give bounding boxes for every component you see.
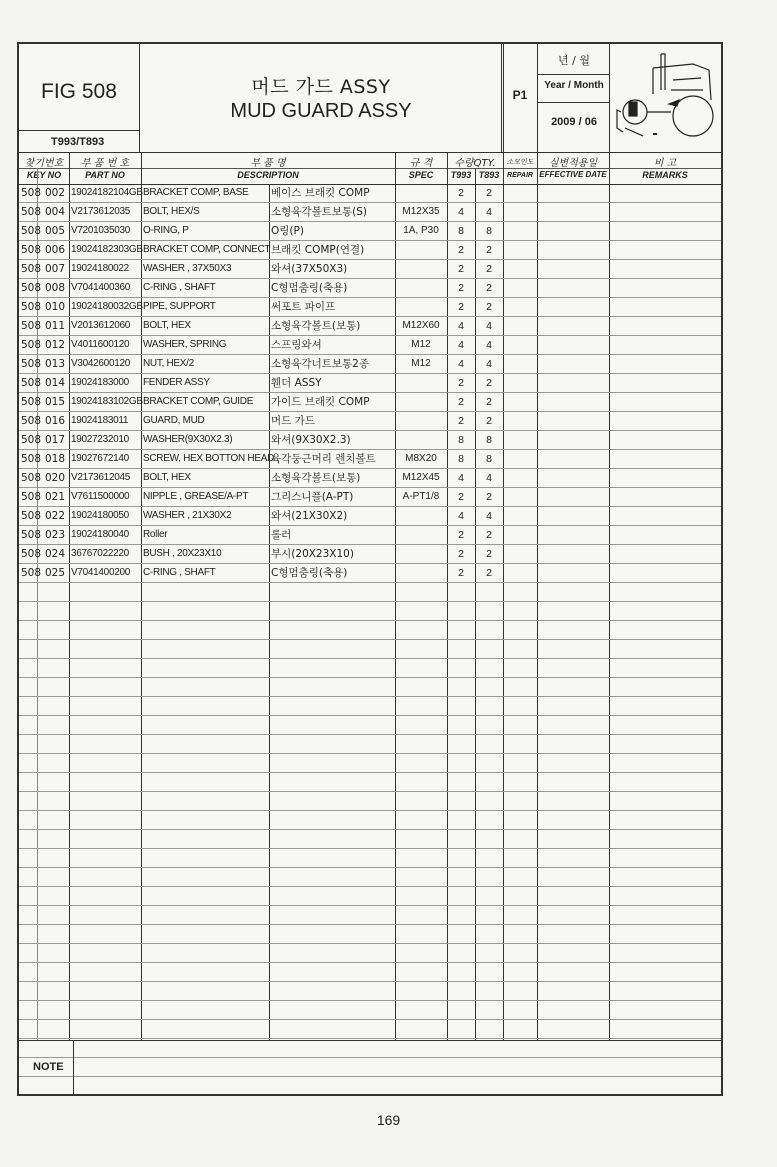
description-korean: 롤러 xyxy=(271,529,292,541)
key-no-prefix: 508 xyxy=(21,282,42,294)
table-row xyxy=(19,507,721,526)
issue-date: 2009 / 06 xyxy=(551,116,597,128)
tractor-illustration xyxy=(613,50,717,142)
qty-t993: 2 xyxy=(458,396,464,408)
description: NIPPLE , GREASE/A-PT xyxy=(143,491,249,502)
table-row xyxy=(19,526,721,545)
qty-t893: 2 xyxy=(486,301,492,313)
key-no: 015 xyxy=(45,396,66,408)
description: WASHER, SPRING xyxy=(143,339,227,350)
col-qty: 수량QTY. xyxy=(454,158,496,169)
qty-t893: 2 xyxy=(486,529,492,541)
description-korean: 소형육각볼트(보통) xyxy=(271,472,361,484)
key-no: 013 xyxy=(45,358,66,370)
part-no: V3042600120 xyxy=(71,358,130,369)
qty-t893: 8 xyxy=(486,434,492,446)
col-desc: DESCRIPTION xyxy=(237,170,299,180)
qty-t893: 2 xyxy=(486,548,492,560)
qty-t993: 2 xyxy=(458,263,464,275)
key-no: 006 xyxy=(45,244,66,256)
table-row xyxy=(19,602,721,621)
divider xyxy=(537,74,609,75)
spec xyxy=(396,507,446,525)
qty-t893: 2 xyxy=(486,263,492,275)
key-no-prefix: 508 xyxy=(21,415,42,427)
key-no: 023 xyxy=(45,529,66,541)
col-remarks-ko: 비 고 xyxy=(653,158,677,169)
spec xyxy=(396,260,446,278)
qty-t993: 4 xyxy=(458,510,464,522)
description-korean: 스프링와셔 xyxy=(271,339,322,351)
model-codes: T993/T893 xyxy=(51,136,105,148)
key-no: 016 xyxy=(45,415,66,427)
table-row xyxy=(19,412,721,431)
key-no: 005 xyxy=(45,225,66,237)
col-key: KEY NO xyxy=(26,170,62,180)
table-row xyxy=(19,241,721,260)
part-no: 19024183011 xyxy=(71,415,129,426)
key-no-prefix: 508 xyxy=(21,548,42,560)
spec xyxy=(396,431,446,449)
table-row xyxy=(19,203,721,222)
table-row xyxy=(19,184,721,203)
table-row xyxy=(19,906,721,925)
description-korean: 휀더 ASSY xyxy=(271,377,322,389)
qty-t893: 4 xyxy=(486,339,492,351)
qty-t893: 4 xyxy=(486,358,492,370)
col-part: PART NO xyxy=(85,170,125,180)
table-row xyxy=(19,260,721,279)
description: PIPE, SUPPORT xyxy=(143,301,216,312)
qty-t993: 2 xyxy=(458,491,464,503)
spec xyxy=(396,412,446,430)
spec xyxy=(396,279,446,297)
qty-t993: 4 xyxy=(458,320,464,332)
col-spec-ko: 규 격 xyxy=(409,158,433,169)
key-no-prefix: 508 xyxy=(21,377,42,389)
part-no: 19024182303GB xyxy=(71,244,143,255)
key-no: 002 xyxy=(45,187,66,199)
key-no: 020 xyxy=(45,472,66,484)
key-no-prefix: 508 xyxy=(21,434,42,446)
table-row xyxy=(19,431,721,450)
qty-t993: 2 xyxy=(458,282,464,294)
table-row xyxy=(19,393,721,412)
key-no: 022 xyxy=(45,510,66,522)
qty-t993: 4 xyxy=(458,206,464,218)
description: C-RING , SHAFT xyxy=(143,282,216,293)
table-row xyxy=(19,830,721,849)
qty-t993: 2 xyxy=(458,244,464,256)
description: BRACKET COMP, GUIDE xyxy=(143,396,254,407)
key-no-prefix: 508 xyxy=(21,529,42,541)
description-korean: 와셔(37X50X3) xyxy=(271,263,348,275)
description-korean: 써포트 파이프 xyxy=(271,301,336,313)
description-korean: 소형육각볼트보통(S) xyxy=(271,206,368,218)
qty-t893: 2 xyxy=(486,491,492,503)
table-row xyxy=(19,621,721,640)
col-effective-ko: 실변적용일 xyxy=(548,158,598,169)
key-no: 012 xyxy=(45,339,66,351)
key-no-prefix: 508 xyxy=(21,567,42,579)
col-desc-ko: 부 품 명 xyxy=(250,158,286,169)
qty-t993: 8 xyxy=(458,225,464,237)
qty-t993: 8 xyxy=(458,434,464,446)
key-no-prefix: 508 xyxy=(21,396,42,408)
table-row xyxy=(19,583,721,602)
spec: M12X60 xyxy=(402,320,440,331)
qty-t993: 2 xyxy=(458,415,464,427)
page-number: 169 xyxy=(376,1112,401,1128)
qty-t893: 8 xyxy=(486,453,492,465)
figure-number: FIG 508 xyxy=(41,80,117,103)
table-row xyxy=(19,336,721,355)
year-month-label: Year / Month xyxy=(544,80,604,91)
qty-t893: 4 xyxy=(486,206,492,218)
part-no: V2013612060 xyxy=(71,320,130,331)
description: BOLT, HEX xyxy=(143,472,191,483)
table-row xyxy=(19,887,721,906)
description-korean: 와셔(9X30X2.3) xyxy=(271,434,351,446)
key-no: 017 xyxy=(45,434,66,446)
description-korean: 그리스니플(A-PT) xyxy=(271,491,354,503)
part-no: 19024180022 xyxy=(71,263,129,274)
qty-t893: 2 xyxy=(486,244,492,256)
description-korean: 부시(20X23X10) xyxy=(271,548,354,560)
year-month-korean: 년 / 월 xyxy=(558,54,590,67)
spec xyxy=(396,545,446,563)
table-row xyxy=(19,716,721,735)
table-row xyxy=(19,279,721,298)
col-qty-t893: T893 xyxy=(478,170,500,180)
col-effective: EFFECTIVE DATE xyxy=(539,170,607,179)
table-row xyxy=(19,849,721,868)
table-row xyxy=(19,678,721,697)
description-korean: 육각둥근머리 렌치볼트 xyxy=(271,453,376,465)
part-no: 19024182104GB xyxy=(71,187,143,198)
key-no-prefix: 508 xyxy=(21,320,42,332)
key-no-prefix: 508 xyxy=(21,206,42,218)
table-row xyxy=(19,317,721,336)
spec xyxy=(396,526,446,544)
part-no: V7041400360 xyxy=(71,282,130,293)
spec: A-PT1/8 xyxy=(402,491,440,502)
table-row xyxy=(19,754,721,773)
qty-t893: 8 xyxy=(486,225,492,237)
qty-t893: 2 xyxy=(486,396,492,408)
part-no: 19024183102GB xyxy=(71,396,143,407)
divider xyxy=(19,130,139,131)
description-korean: 와셔(21X30X2) xyxy=(271,510,348,522)
key-no-prefix: 508 xyxy=(21,263,42,275)
part-no: 19027672140 xyxy=(71,453,129,464)
title-english: MUD GUARD ASSY xyxy=(230,100,412,122)
qty-t893: 4 xyxy=(486,472,492,484)
description-korean: 가이드 브래킷 COMP xyxy=(271,396,370,408)
description-korean: C형멈춤링(축용) xyxy=(271,567,348,579)
table-row xyxy=(19,925,721,944)
col-key-ko: 찾기번호 xyxy=(24,158,64,169)
col-part-ko: 부 품 번 호 xyxy=(80,158,130,169)
col-spec: SPEC xyxy=(408,170,434,180)
key-no-prefix: 508 xyxy=(21,301,42,313)
spec xyxy=(396,241,446,259)
part-no: 19027232010 xyxy=(71,434,129,445)
part-no: 19024180050 xyxy=(71,510,129,521)
col-remarks: REMARKS xyxy=(642,170,688,180)
key-no: 010 xyxy=(45,301,66,313)
table-row xyxy=(19,963,721,982)
table-row xyxy=(19,469,721,488)
table-row xyxy=(19,222,721,241)
description-korean: 베이스 브래킷 COMP xyxy=(271,187,370,199)
spec: M12X45 xyxy=(402,472,440,483)
qty-t893: 2 xyxy=(486,377,492,389)
col-qty-t993: T993 xyxy=(450,170,472,180)
description: BOLT, HEX/S xyxy=(143,206,200,217)
key-no: 024 xyxy=(45,548,66,560)
table-row xyxy=(19,792,721,811)
sheet-header xyxy=(19,44,721,153)
spec xyxy=(396,374,446,392)
table-row xyxy=(19,545,721,564)
description-korean: 브래킷 COMP(연결) xyxy=(271,244,365,256)
description: BRACKET COMP, BASE xyxy=(143,187,249,198)
description: WASHER , 37X50X3 xyxy=(143,263,232,274)
qty-t993: 2 xyxy=(458,529,464,541)
key-no: 008 xyxy=(45,282,66,294)
parts-sheet xyxy=(17,42,723,1096)
note-box xyxy=(19,1040,721,1095)
key-no-prefix: 508 xyxy=(21,187,42,199)
spec: M12 xyxy=(411,339,431,350)
part-no: 19024183000 xyxy=(71,377,129,388)
column-header xyxy=(19,152,721,185)
qty-t993: 4 xyxy=(458,358,464,370)
table-row xyxy=(19,450,721,469)
qty-t893: 2 xyxy=(486,415,492,427)
description: WASHER(9X30X2.3) xyxy=(143,434,233,445)
table-row xyxy=(19,355,721,374)
key-no: 004 xyxy=(45,206,66,218)
part-no: V2173612035 xyxy=(71,206,130,217)
description: BUSH , 20X23X10 xyxy=(143,548,222,559)
table-row xyxy=(19,298,721,317)
part-no: V7041400200 xyxy=(71,567,130,578)
description: C-RING , SHAFT xyxy=(143,567,216,578)
description-korean: O링(P) xyxy=(271,225,304,237)
qty-t993: 8 xyxy=(458,453,464,465)
table-row xyxy=(19,488,721,507)
description: BOLT, HEX xyxy=(143,320,191,331)
title-korean: 머드 가드 ASSY xyxy=(251,76,391,98)
key-no: 021 xyxy=(45,491,66,503)
qty-t993: 4 xyxy=(458,472,464,484)
key-no-prefix: 508 xyxy=(21,244,42,256)
qty-t993: 2 xyxy=(458,187,464,199)
divider xyxy=(139,44,140,152)
table-row xyxy=(19,944,721,963)
part-no: V7611500000 xyxy=(71,491,130,502)
table-row xyxy=(19,1001,721,1020)
table-row xyxy=(19,659,721,678)
description: Roller xyxy=(143,529,168,540)
description-korean: 소형육각너트보통2종 xyxy=(271,358,369,370)
key-no: 018 xyxy=(45,453,66,465)
description: FENDER ASSY xyxy=(143,377,210,388)
qty-t893: 4 xyxy=(486,320,492,332)
part-no: V4011600120 xyxy=(71,339,130,350)
table-row xyxy=(19,1020,721,1039)
key-no-prefix: 508 xyxy=(21,339,42,351)
table-row xyxy=(19,811,721,830)
spec xyxy=(396,564,446,582)
divider xyxy=(73,1041,74,1095)
spec: M12X35 xyxy=(402,206,440,217)
key-no-prefix: 508 xyxy=(21,225,42,237)
description-korean: C형멈춤링(축용) xyxy=(271,282,348,294)
qty-t993: 2 xyxy=(458,567,464,579)
description: NUT, HEX/2 xyxy=(143,358,194,369)
table-row xyxy=(19,374,721,393)
divider xyxy=(537,102,609,103)
key-no-prefix: 508 xyxy=(21,491,42,503)
table-row xyxy=(19,773,721,792)
page-code: P1 xyxy=(512,88,528,102)
part-no: V7201035030 xyxy=(71,225,130,236)
qty-t893: 4 xyxy=(486,510,492,522)
table-row xyxy=(19,697,721,716)
part-no: 19024180032GB xyxy=(71,301,143,312)
spec: M8X20 xyxy=(405,453,437,464)
spec xyxy=(396,298,446,316)
spec xyxy=(396,184,446,202)
qty-t993: 2 xyxy=(458,377,464,389)
description-korean: 소형육각볼트(보통) xyxy=(271,320,361,332)
key-no: 025 xyxy=(45,567,66,579)
part-no: V2173612045 xyxy=(71,472,130,483)
description: WASHER , 21X30X2 xyxy=(143,510,232,521)
qty-t893: 2 xyxy=(486,187,492,199)
description: SCREW, HEX BOTTON HEAD xyxy=(143,453,275,464)
description: BRACKET COMP, CONNECT xyxy=(143,244,271,255)
note-label: NOTE xyxy=(33,1061,64,1073)
key-no-prefix: 508 xyxy=(21,453,42,465)
table-row xyxy=(19,735,721,754)
key-no: 007 xyxy=(45,263,66,275)
description: O-RING, P xyxy=(143,225,189,236)
table-row xyxy=(19,868,721,887)
qty-t993: 2 xyxy=(458,301,464,313)
qty-t893: 2 xyxy=(486,282,492,294)
key-no: 011 xyxy=(45,320,66,332)
table-row xyxy=(19,640,721,659)
qty-t993: 2 xyxy=(458,548,464,560)
spec xyxy=(396,393,446,411)
col-repair-ko: 소모인도 xyxy=(506,158,534,166)
table-row xyxy=(19,564,721,583)
parts-table xyxy=(19,184,721,1077)
part-no: 36767022220 xyxy=(71,548,129,559)
spec: M12 xyxy=(411,358,431,369)
key-no-prefix: 508 xyxy=(21,358,42,370)
description: GUARD, MUD xyxy=(143,415,205,426)
col-repair: REPAIR xyxy=(507,172,533,179)
part-no: 19024180040 xyxy=(71,529,129,540)
spec: 1A, P30 xyxy=(403,225,439,236)
key-no-prefix: 508 xyxy=(21,510,42,522)
description-korean: 머드 가드 xyxy=(271,415,315,427)
qty-t893: 2 xyxy=(486,567,492,579)
qty-t993: 4 xyxy=(458,339,464,351)
key-no-prefix: 508 xyxy=(21,472,42,484)
table-row xyxy=(19,982,721,1001)
key-no: 014 xyxy=(45,377,66,389)
